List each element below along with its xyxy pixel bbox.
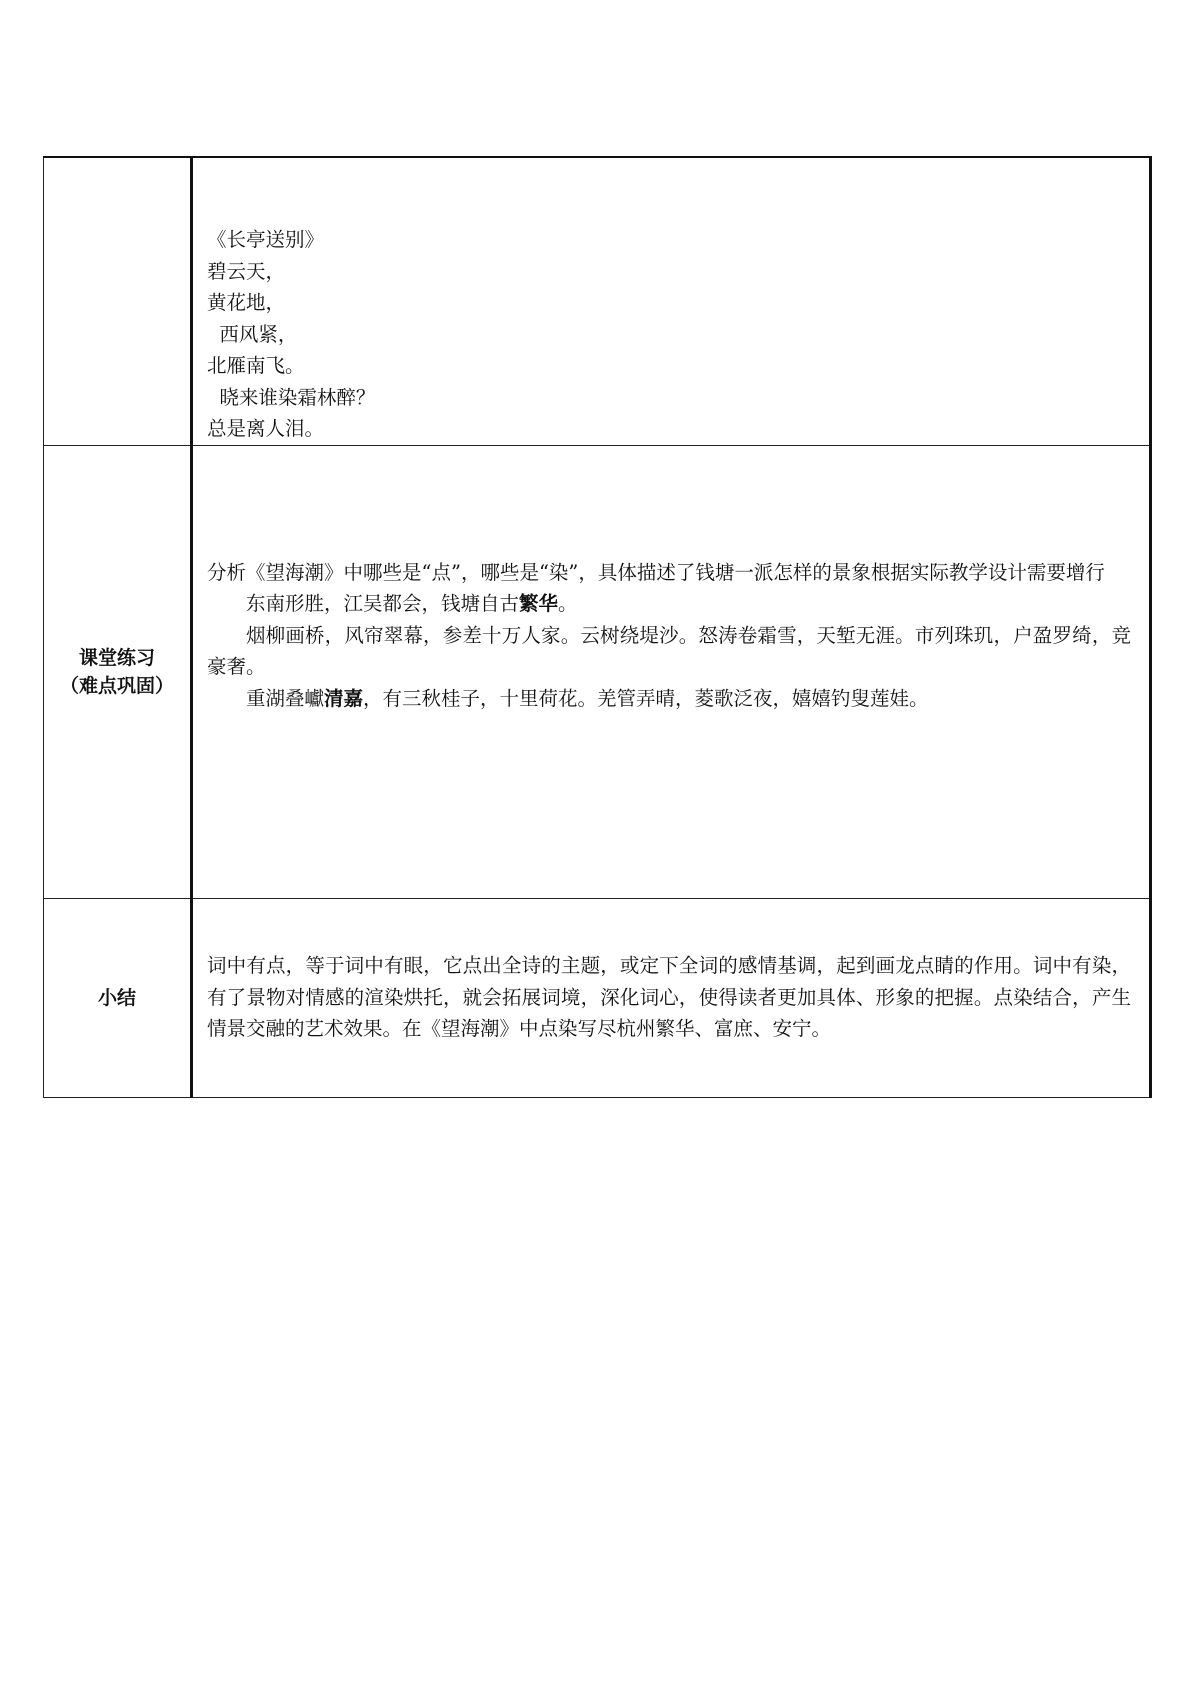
poem-paragraph-3-end: ，有三秋桂子，十里荷花。羌管弄晴，菱歌泛夜，嬉嬉钓叟莲娃。 <box>363 686 929 710</box>
poem-line-6: 总是离人泪。 <box>207 417 325 440</box>
poem-paragraph-2: 烟柳画桥，风帘翠幕，参差十万人家。云树绕堤沙。怒涛卷霜雪，天堑无涯。市列珠玑，户盈罗绮，竞豪奢。 <box>207 623 1131 679</box>
lesson-plan-table <box>43 156 1152 1098</box>
summary-label-cell <box>44 898 192 1097</box>
table-row-poem <box>44 157 1151 445</box>
row-label-cell-empty <box>44 157 192 445</box>
poem-paragraph-3-text: 重湖叠巘 <box>246 686 325 710</box>
practice-label-cell <box>44 445 192 898</box>
poem-paragraph-1-text: 东南形胜，江吴都会，钱塘自古 <box>246 592 520 616</box>
poem-paragraph-1-end: 。 <box>558 592 578 616</box>
poem-paragraph-1 <box>207 588 1131 620</box>
practice-sublabel: （难点巩固） <box>59 674 174 697</box>
poem-paragraph-3 <box>207 683 1131 715</box>
summary-text: 词中有点，等于词中有眼，它点出全诗的主题，或定下全词的感情基调，起到画龙点睛的作用。词中有染，有了景物对情感的渲染烘托，就会拓展词境，深化词心，使得读者更加具体、形象的把握。点染结合，产生情景交融的艺术效果。在《望海潮》中点染写尽杭州繁华、富庶、安宁。 <box>207 954 1131 1041</box>
emphasis-fanhua: 繁华 <box>519 592 559 616</box>
practice-label: 课堂练习 <box>78 646 155 669</box>
practice-intro: 分析《望海潮》中哪些是“点”，哪些是“染”，具体描述了钱塘一派怎样的景象根据实际教学设计需要增行 <box>207 560 1105 584</box>
poem-line-5: 晓来谁染霜林醉？ <box>207 385 376 409</box>
summary-label: 小结 <box>97 986 136 1009</box>
summary-content-cell <box>192 898 1151 1097</box>
poem-line-4: 北雁南飞。 <box>207 354 305 377</box>
emphasis-qingjia: 清嘉 <box>324 686 364 710</box>
practice-content-cell <box>192 445 1151 898</box>
poem-cell <box>192 157 1151 445</box>
table-row-summary <box>44 898 1151 1097</box>
table-row-practice <box>44 445 1151 898</box>
poem-line-2: 黄花地， <box>207 291 286 314</box>
poem-title: 《长亭送别》 <box>207 228 325 251</box>
poem-line-1: 碧云天， <box>207 259 286 283</box>
poem-line-3: 西风紧， <box>207 322 298 346</box>
